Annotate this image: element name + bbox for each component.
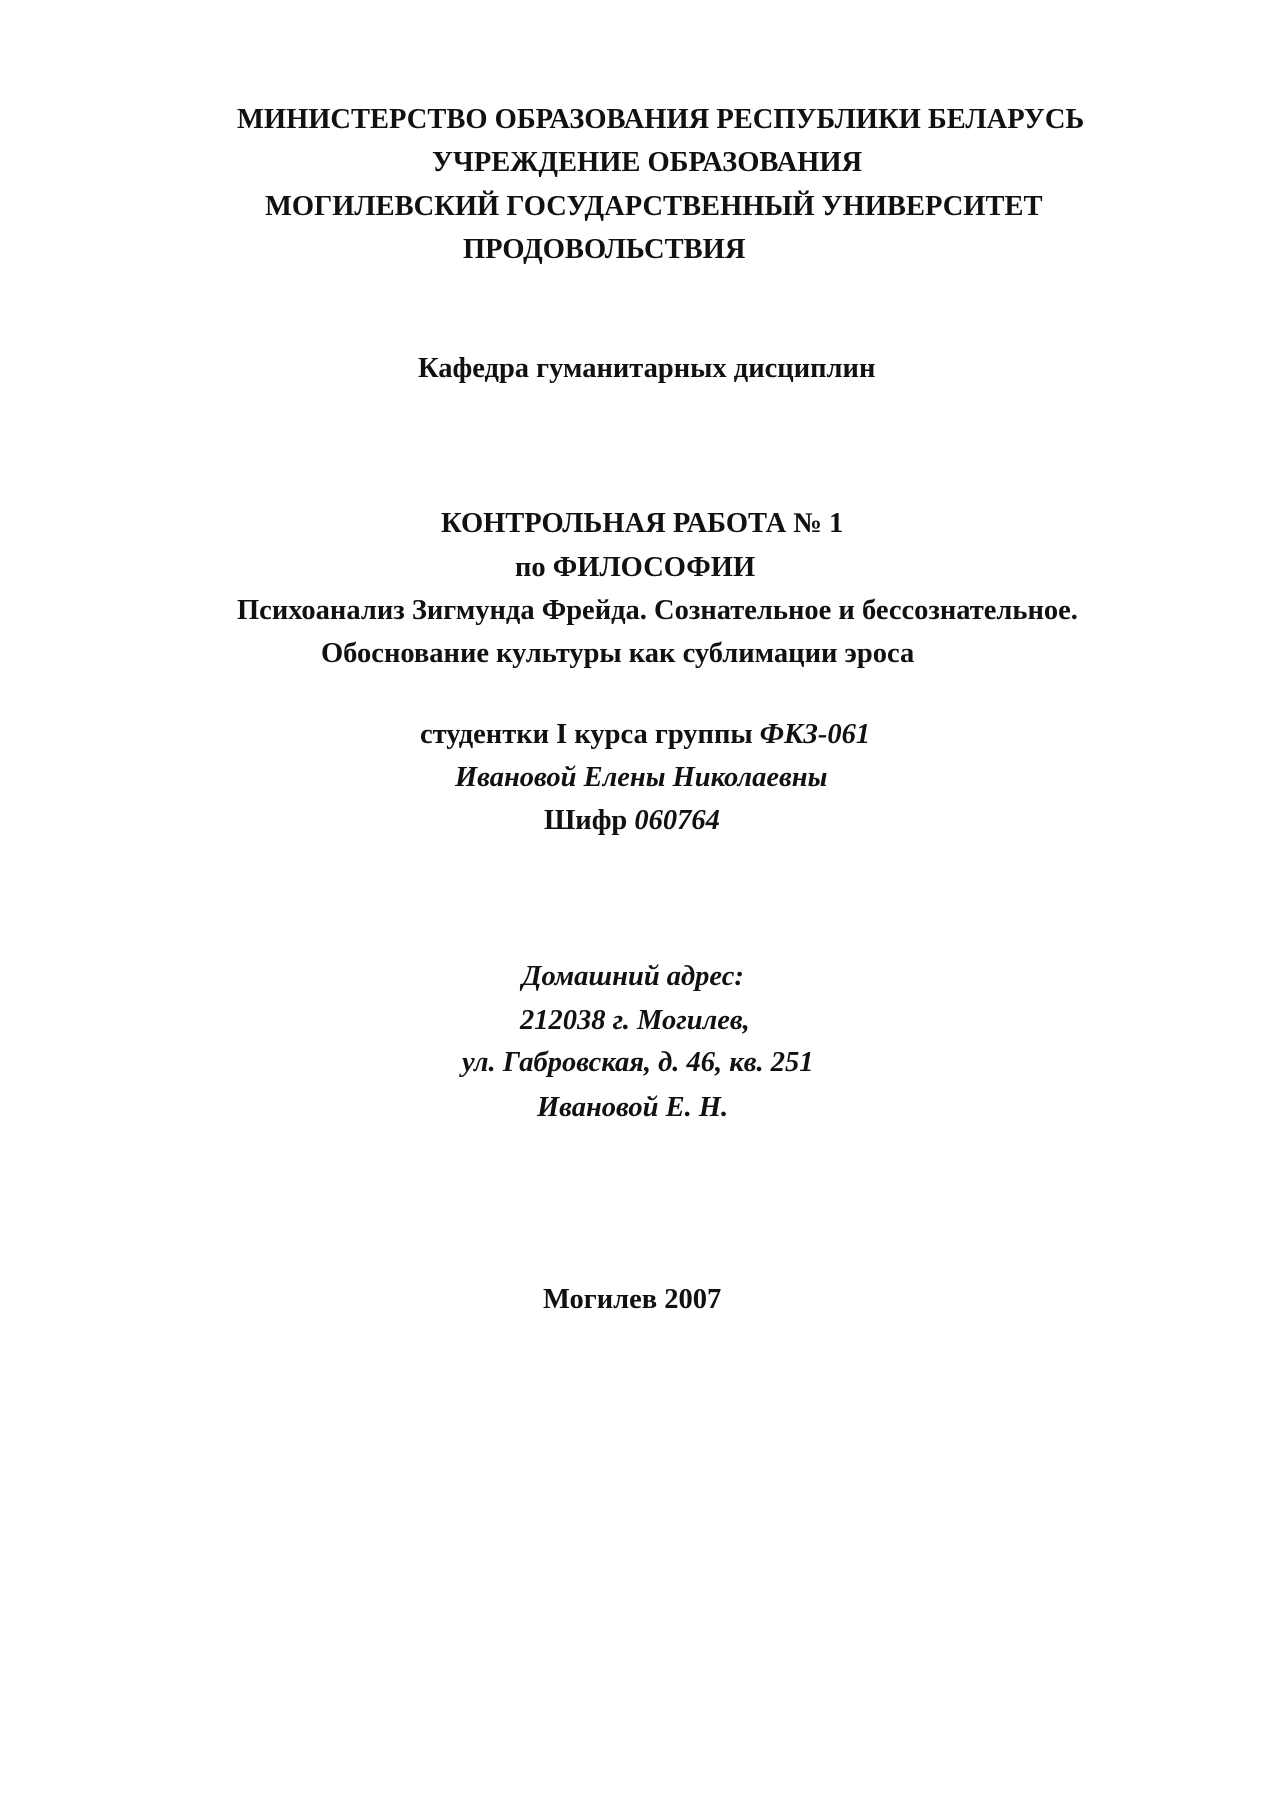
address-street: ул. Габровская, д. 46, кв. 251: [462, 1047, 814, 1078]
work-topic-line-2: Обоснование культуры как сублимации эроса: [321, 638, 915, 669]
student-course-prefix: студентки I курса группы: [420, 719, 760, 750]
university-name-line-2: ПРОДОВОЛЬСТВИЯ: [463, 234, 746, 265]
address-city: 212038 г. Могилев,: [520, 1005, 750, 1036]
student-group: ФКЗ-061: [759, 719, 871, 750]
student-code-label: Шифр: [544, 805, 635, 836]
city-year: Могилев 2007: [543, 1284, 722, 1315]
work-title: КОНТРОЛЬНАЯ РАБОТА № 1: [441, 508, 844, 539]
student-code-value: 060764: [634, 805, 720, 836]
work-subject: по ФИЛОСОФИИ: [515, 552, 756, 583]
address-label: Домашний адрес:: [522, 961, 744, 992]
student-course-group: [420, 718, 870, 752]
student-code: [544, 804, 720, 838]
institution-type-line: УЧРЕЖДЕНИЕ ОБРАЗОВАНИЯ: [432, 147, 863, 178]
department-name: Кафедра гуманитарных дисциплин: [418, 353, 876, 384]
student-name: Ивановой Елены Николаевны: [455, 762, 828, 793]
ministry-line: МИНИСТЕРСТВО ОБРАЗОВАНИЯ РЕСПУБЛИКИ БЕЛАРУСЬ: [237, 104, 1085, 135]
address-recipient: Ивановой Е. Н.: [537, 1092, 729, 1123]
work-topic-line-1: Психоанализ Зигмунда Фрейда. Сознательное и бессознательное.: [237, 595, 1078, 626]
university-name-line: МОГИЛЕВСКИЙ ГОСУДАРСТВЕННЫЙ УНИВЕРСИТЕТ: [265, 191, 1043, 222]
